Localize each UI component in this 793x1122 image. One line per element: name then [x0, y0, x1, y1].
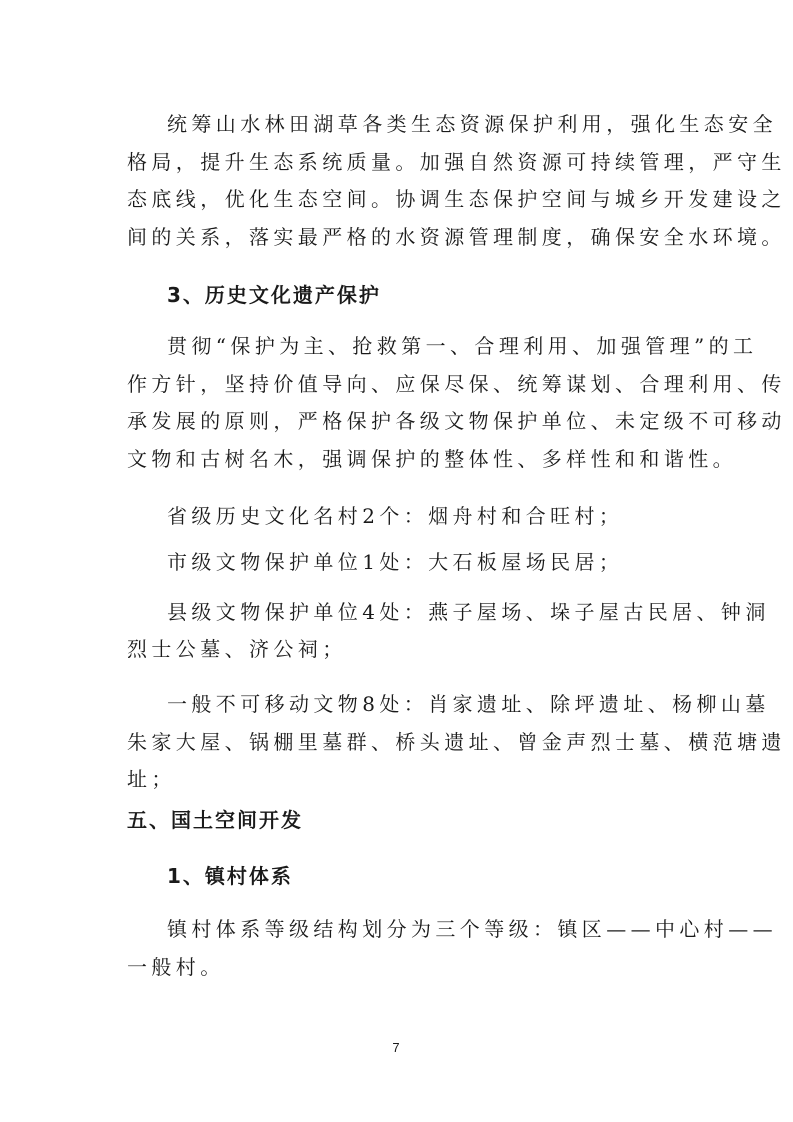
list-item-county: 县级文物保护单位4处：燕子屋场、垛子屋古民居、钟洞 — [167, 600, 770, 624]
paragraph-line: 统筹山水林田湖草各类生态资源保护利用，强化生态安全 — [167, 112, 777, 136]
list-item-provincial: 省级历史文化名村2个：烟舟村和合旺村； — [167, 504, 624, 528]
list-item-general-cont: 朱家大屋、锅棚里墓群、桥头遗址、曾金声烈士墓、横范塘遗 — [127, 730, 786, 754]
section-heading-history: 3、历史文化遗产保护 — [167, 283, 381, 307]
paragraph-line: 文物和古树名木，强调保护的整体性、多样性和和谐性。 — [127, 447, 737, 471]
paragraph-line: 格局，提升生态系统质量。加强自然资源可持续管理，严守生 — [127, 150, 786, 174]
list-item-general-cont: 址； — [127, 767, 176, 791]
list-item-general: 一般不可移动文物8处：肖家遗址、除坪遗址、杨柳山墓 — [167, 692, 770, 716]
page-number: 7 — [392, 1040, 400, 1055]
list-item-municipal: 市级文物保护单位1处：大石板屋场民居； — [167, 550, 624, 574]
paragraph-line: 作方针，坚持价值导向、应保尽保、统筹谋划、合理利用、传 — [127, 372, 786, 396]
paragraph-line: 态底线，优化生态空间。协调生态保护空间与城乡开发建设之 — [127, 187, 786, 211]
section-heading-spatial: 五、国土空间开发 — [127, 808, 303, 832]
list-item-county-cont: 烈士公墓、济公祠； — [127, 637, 347, 661]
paragraph-line: 贯彻“保护为主、抢救第一、合理利用、加强管理”的工 — [167, 334, 758, 358]
paragraph-line: 承发展的原则，严格保护各级文物保护单位、未定级不可移动 — [127, 409, 786, 433]
paragraph-line: 一般村。 — [127, 955, 225, 979]
paragraph-line: 间的关系，落实最严格的水资源管理制度，确保安全水环境。 — [127, 225, 786, 249]
paragraph-line: 镇村体系等级结构划分为三个等级：镇区——中心村—— — [167, 917, 777, 941]
section-heading-town: 1、镇村体系 — [167, 864, 293, 888]
